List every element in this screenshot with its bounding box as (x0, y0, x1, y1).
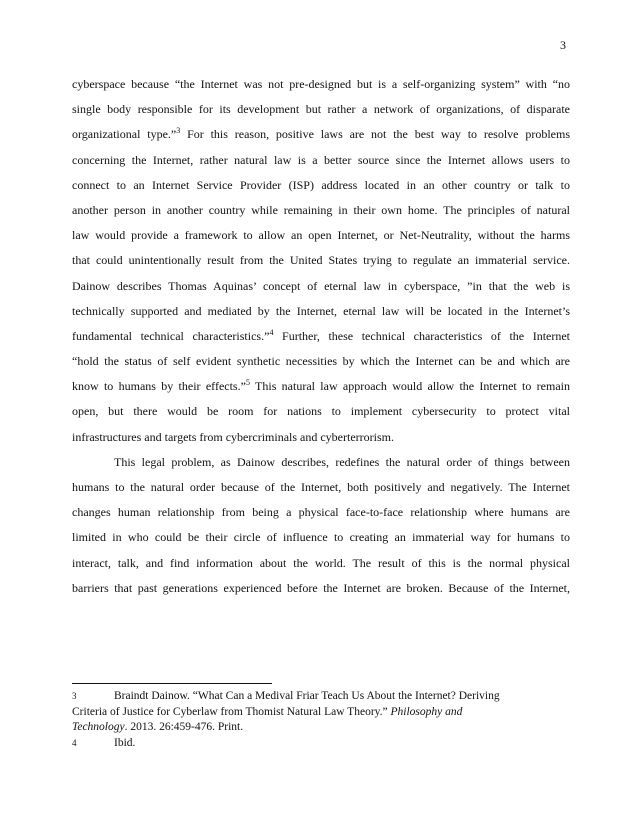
body-text-span: Further, these technical characteristics of the Internet (273, 328, 570, 343)
body-text-span: For this reason, positive laws are not the best way to resolve problems (180, 127, 570, 142)
footnote-3-line (72, 705, 570, 721)
body-line (72, 122, 570, 147)
body-line: connect to an Internet Service Provider (ISP) address located in an other country or talk to (72, 177, 570, 192)
body-line: humans to the natural order because of the Internet, both positively and negatively. The Internet (72, 480, 570, 494)
journal-title: Philosophy and (390, 705, 463, 718)
body-text (72, 72, 570, 601)
body-line: changes human relationship from being a physical face-to-face relationship where humans are (72, 505, 570, 520)
journal-title: Technology (72, 721, 125, 733)
body-line: Dainow describes Thomas Aquinas’ concept of eternal law in cyberspace, ”in that the web is (72, 278, 570, 293)
footnote-text: Braindt Dainow. “What Can a Medival Friar Teach Us About the Internet? Deriving (114, 690, 500, 702)
body-line: that could unintentionally result from the United States trying to regulate an immaterial service. (72, 253, 570, 268)
body-text-span: fundamental technical characteristics.” (72, 328, 270, 343)
body-line: technically supported and mediated by the Internet, eternal law will be located in the Internet’s (72, 303, 570, 318)
body-line: barriers that past generations experienced before the Internet are broken. Because of the Internet, (72, 580, 570, 595)
footnote-number: 3 (72, 691, 77, 701)
body-line (72, 324, 570, 349)
body-line: another person in another country while remaining in their own home. The principles of natural (72, 202, 570, 217)
body-line: law would provide a framework to allow an open Internet, or Net-Neutrality, without the harms (72, 228, 570, 243)
footnote-ref-5: 5 (245, 378, 250, 388)
page-number: 3 (560, 38, 566, 52)
body-line: infrastructures and targets from cybercriminals and cyberterrorism. (72, 429, 394, 444)
body-line: single body responsible for its development but rather a network of organizations, of disparate (72, 102, 570, 117)
body-line: limited in who could be their circle of influence to creating an immaterial way for humans to (72, 530, 570, 545)
body-line (72, 374, 570, 399)
body-text-span: organizational type.” (72, 127, 177, 142)
footnotes (72, 689, 570, 751)
footnote-ref-4: 4 (269, 327, 274, 337)
footnote-ref-3: 3 (176, 126, 181, 136)
footnote-number: 4 (72, 737, 77, 748)
body-line: cyberspace because “the Internet was not pre-designed but is a self-organizing system” with “no (72, 77, 570, 91)
footnote-text: Ibid. (114, 736, 136, 749)
body-line-indented: This legal problem, as Dainow describes, redefines the natural order of things between (114, 454, 570, 469)
body-line: “hold the status of self evident synthetic necessities by which the Internet can be and which are (72, 354, 570, 369)
footnote-text: Criteria of Justice for Cyberlaw from Thomist Natural Law Theory.” (72, 705, 391, 718)
footnote-3-line (72, 720, 570, 736)
footnote-3-line (72, 689, 570, 705)
body-text-span: know to humans by their effects.” (72, 379, 246, 394)
footnote-text: . 2013. 26:459-476. Print. (124, 721, 244, 733)
body-line: interact, talk, and find information about the world. The result of this is the normal physical (72, 555, 570, 570)
body-line: concerning the Internet, rather natural law is a better source since the Internet allows users to (72, 152, 570, 167)
body-line: open, but there would be room for nations to implement cybersecurity to protect vital (72, 404, 570, 419)
footnote-4-line (72, 736, 570, 752)
footnote-divider (72, 683, 272, 684)
body-text-span: This natural law approach would allow the Internet to remain (249, 379, 570, 394)
